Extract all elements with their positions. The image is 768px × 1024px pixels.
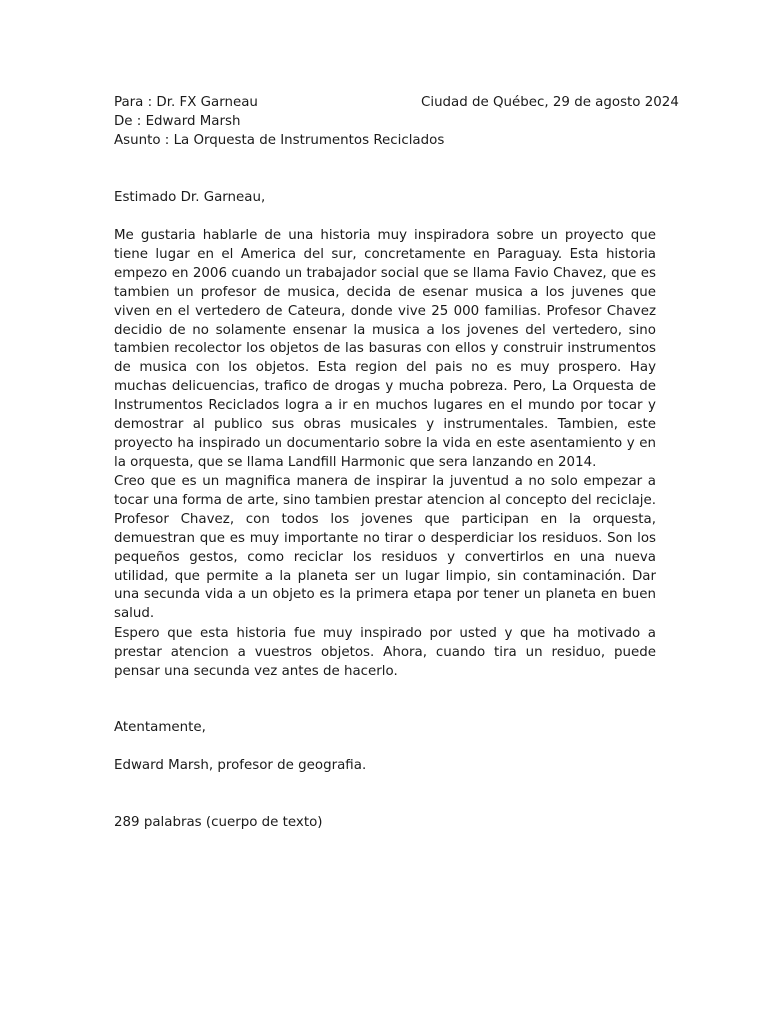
- salutation: Estimado Dr. Garneau,: [114, 190, 266, 205]
- subject-line: Asunto : La Orquesta de Instrumentos Reciclados: [114, 133, 445, 148]
- body-paragraph-1: Me gustaria hablarle de una historia muy inspiradora sobre un proyecto que tiene lugar en el America del sur, concretamente en Paraguay. Esta historia empezo en 2006 cuando un trabajador social que se llama Favio Chavez, que es tambien un profesor de musica, decida de esenar musica a los juvenes que viven en el vertedero de Cateura, donde vive 25 000 familias. Profesor Chavez decidio de no solamente ensenar la musica a los jovenes del vertedero, sino tambien recolector los objetos de las basuras con ellos y construir instrumentos de musica con los objetos. Esta region del pais no es muy prospero. Hay muchas delicuencias, trafico de drogas y mucha pobreza. Pero, La Orquesta de Instrumentos Reciclados logra a ir en muchos lugares en el mundo por tocar y demostrar al publico sus obras musicales y instrumentales. Tambien, este proyecto ha inspirado un documentario sobre la vida en este asentamiento y en la orquesta, que se llama Landfill Harmonic que sera lanzando en 2014.: [114, 228, 656, 470]
- body-paragraph-3: Espero que esta historia fue muy inspirado por usted y que ha motivado a prestar atencion a vuestros objetos. Ahora, cuando tira un residuo, puede pensar una secunda vez antes de hacerlo.: [114, 626, 656, 679]
- signature: Edward Marsh, profesor de geografia.: [114, 758, 367, 773]
- recipient-line: Para : Dr. FX Garneau: [114, 95, 258, 110]
- body-paragraph-2: Creo que es un magnifica manera de inspirar la juventud a no solo empezar a tocar una forma de arte, sino tambien prestar atencion al concepto del reciclaje. Profesor Chavez, con todos los jovenes que participan en la orquesta, demuestran que es muy importante no tirar o desperdiciar los residuos. Son los pequeños gestos, como reciclar los residuos y convertirlos en una nueva utilidad, que permite a la planeta ser un lugar limpio, sin contaminación. Dar una secunda vida a un objeto es la primera etapa por tener un planeta en buen salud.: [114, 474, 656, 622]
- place-date-line: Ciudad de Québec, 29 de agosto 2024: [421, 95, 679, 110]
- closing: Atentamente,: [114, 720, 206, 735]
- header-to-row: [114, 94, 679, 113]
- sender-line: De : Edward Marsh: [114, 114, 241, 129]
- word-count: 289 palabras (cuerpo de texto): [114, 815, 323, 830]
